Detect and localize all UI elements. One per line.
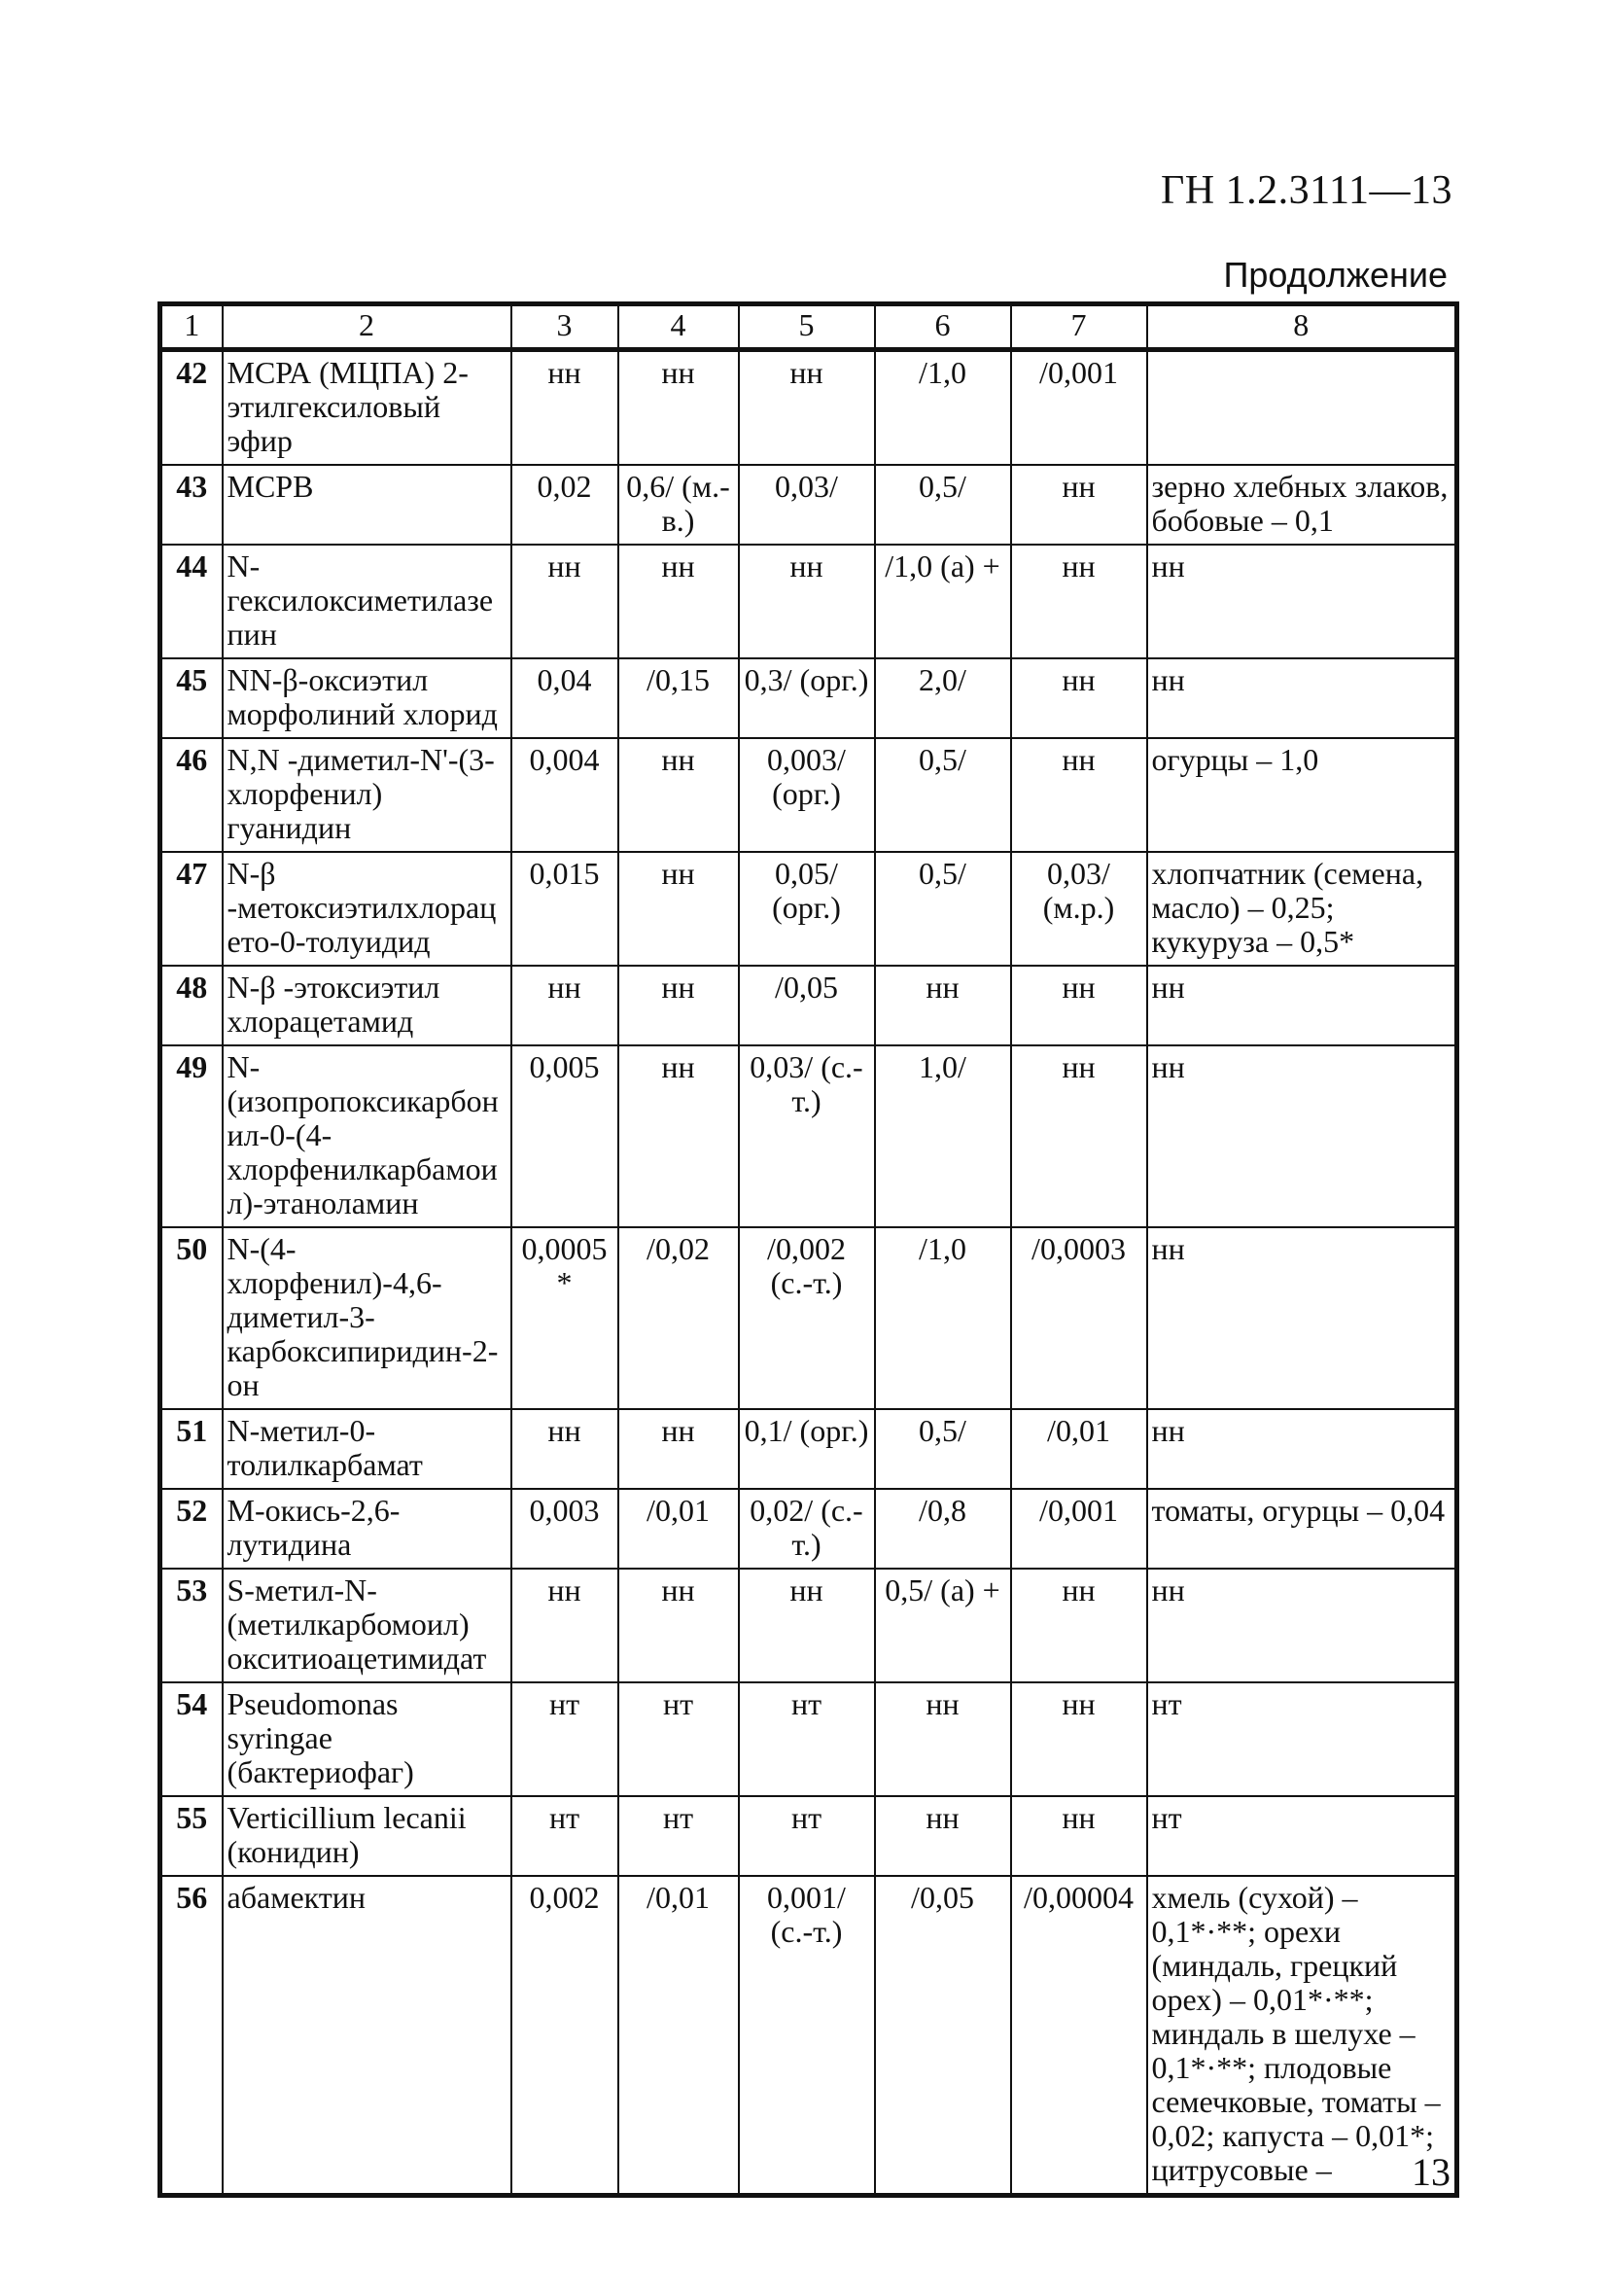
value-col5: /0,05 (739, 966, 875, 1045)
substance-name: N-гексилоксиметилазепин (223, 545, 511, 658)
row-number: 46 (160, 738, 223, 852)
value-col7: нн (1011, 738, 1147, 852)
value-col4: /0,01 (618, 1489, 739, 1569)
table-row (160, 1682, 1457, 1796)
value-col4: 0,6/ (м.-в.) (618, 465, 739, 545)
column-header: 3 (511, 304, 618, 350)
table-header (160, 304, 1457, 350)
note-col8 (1147, 350, 1457, 466)
column-header: 7 (1011, 304, 1147, 350)
value-col7: /0,0003 (1011, 1227, 1147, 1409)
note-col8: огурцы – 1,0 (1147, 738, 1457, 852)
value-col5: /0,002 (с.-т.) (739, 1227, 875, 1409)
value-col4: нн (618, 1409, 739, 1489)
continuation-label: Продолжение (1223, 255, 1448, 295)
value-col5: 0,3/ (орг.) (739, 658, 875, 738)
value-col6: 1,0/ (875, 1045, 1011, 1227)
value-col5: нт (739, 1796, 875, 1876)
substance-name: N-метил-0-толилкарбамат (223, 1409, 511, 1489)
value-col6: нн (875, 1796, 1011, 1876)
row-number: 55 (160, 1796, 223, 1876)
value-col3: нн (511, 350, 618, 466)
value-col3: 0,02 (511, 465, 618, 545)
value-col6: /1,0 (875, 350, 1011, 466)
value-col6: 0,5/ (а) + (875, 1569, 1011, 1682)
note-col8: нн (1147, 545, 1457, 658)
value-col3: 0,04 (511, 658, 618, 738)
note-col8: томаты, огурцы – 0,04 (1147, 1489, 1457, 1569)
value-col6: 2,0/ (875, 658, 1011, 738)
note-col8: нн (1147, 1409, 1457, 1489)
table-row (160, 1227, 1457, 1409)
column-header: 2 (223, 304, 511, 350)
value-col6: 0,5/ (875, 738, 1011, 852)
value-col3: 0,002 (511, 1876, 618, 2196)
note-col8: хмель (сухой) – 0,1*·**; орехи (миндаль, грецкий орех) – 0,01*·**; миндаль в шелухе – 0,1*·**; плодовые семечковые, томаты – 0,02; капуста – 0,01*; цитрусовые – (1147, 1876, 1457, 2196)
substance-name: абамектин (223, 1876, 511, 2196)
note-col8: хлопчатник (семена, масло) – 0,25; кукуруза – 0,5* (1147, 852, 1457, 966)
row-number: 56 (160, 1876, 223, 2196)
table-row (160, 1409, 1457, 1489)
value-col6: 0,5/ (875, 852, 1011, 966)
value-col4: нт (618, 1682, 739, 1796)
value-col7: /0,00004 (1011, 1876, 1147, 2196)
value-col3: 0,003 (511, 1489, 618, 1569)
value-col5: 0,03/ (с.-т.) (739, 1045, 875, 1227)
table-body (160, 350, 1457, 2196)
value-col7: /0,01 (1011, 1409, 1147, 1489)
note-col8: нт (1147, 1796, 1457, 1876)
value-col7: нн (1011, 1796, 1147, 1876)
value-col7: 0,03/ (м.р.) (1011, 852, 1147, 966)
value-col5: 0,05/ (орг.) (739, 852, 875, 966)
substance-name: МСРВ (223, 465, 511, 545)
value-col6: /1,0 (875, 1227, 1011, 1409)
value-col4: нн (618, 350, 739, 466)
table-row (160, 738, 1457, 852)
row-number: 48 (160, 966, 223, 1045)
value-col5: 0,003/ (орг.) (739, 738, 875, 852)
row-number: 47 (160, 852, 223, 966)
value-col4: /0,02 (618, 1227, 739, 1409)
substance-name: S-метил-N-(метилкарбомоил) окситиоацетимидат (223, 1569, 511, 1682)
value-col7: /0,001 (1011, 350, 1147, 466)
value-col7: нн (1011, 545, 1147, 658)
value-col3: 0,005 (511, 1045, 618, 1227)
substance-name: МСРА (МЦПА) 2-этилгексиловый эфир (223, 350, 511, 466)
value-col5: нн (739, 545, 875, 658)
value-col6: 0,5/ (875, 465, 1011, 545)
row-number: 43 (160, 465, 223, 545)
table-row (160, 350, 1457, 466)
substance-name: Pseudomonas syringae (бактериофаг) (223, 1682, 511, 1796)
row-number: 49 (160, 1045, 223, 1227)
hygiene-standards-table (157, 301, 1459, 2198)
document-code: ГН 1.2.3111—13 (1161, 168, 1452, 213)
value-col4: нн (618, 1569, 739, 1682)
table-row (160, 1489, 1457, 1569)
row-number: 45 (160, 658, 223, 738)
page-number: 13 (1412, 2150, 1451, 2194)
value-col3: нт (511, 1682, 618, 1796)
note-col8: нн (1147, 966, 1457, 1045)
substance-name: N,N -диметил-N'-(3-хлорфенил) гуанидин (223, 738, 511, 852)
value-col4: нн (618, 852, 739, 966)
value-col3: нт (511, 1796, 618, 1876)
value-col3: нн (511, 1569, 618, 1682)
column-header: 5 (739, 304, 875, 350)
row-number: 50 (160, 1227, 223, 1409)
table-row (160, 1796, 1457, 1876)
value-col6: нн (875, 1682, 1011, 1796)
value-col7: нн (1011, 1682, 1147, 1796)
column-header: 6 (875, 304, 1011, 350)
value-col7: нн (1011, 1045, 1147, 1227)
substance-name: N-(изопропоксикарбонил-0-(4-хлорфенилкарбамоил)-этаноламин (223, 1045, 511, 1227)
note-col8: нн (1147, 658, 1457, 738)
value-col4: /0,01 (618, 1876, 739, 2196)
value-col6: /0,8 (875, 1489, 1011, 1569)
row-number: 54 (160, 1682, 223, 1796)
row-number: 51 (160, 1409, 223, 1489)
row-number: 53 (160, 1569, 223, 1682)
substance-name: Verticillium lecanii (конидин) (223, 1796, 511, 1876)
substance-name: N-(4-хлорфенил)-4,6-диметил-3-карбоксипиридин-2-он (223, 1227, 511, 1409)
value-col5: нт (739, 1682, 875, 1796)
value-col4: нн (618, 738, 739, 852)
value-col6: 0,5/ (875, 1409, 1011, 1489)
table-row (160, 465, 1457, 545)
value-col5: 0,02/ (с.-т.) (739, 1489, 875, 1569)
value-col6: нн (875, 966, 1011, 1045)
note-col8: нн (1147, 1045, 1457, 1227)
value-col6: /1,0 (а) + (875, 545, 1011, 658)
value-col3: 0,004 (511, 738, 618, 852)
value-col3: нн (511, 545, 618, 658)
value-col6: /0,05 (875, 1876, 1011, 2196)
table-row (160, 1876, 1457, 2196)
value-col3: 0,0005* (511, 1227, 618, 1409)
value-col4: нт (618, 1796, 739, 1876)
note-col8: нт (1147, 1682, 1457, 1796)
value-col7: нн (1011, 465, 1147, 545)
table-row (160, 966, 1457, 1045)
row-number: 42 (160, 350, 223, 466)
value-col5: 0,1/ (орг.) (739, 1409, 875, 1489)
table-row (160, 852, 1457, 966)
value-col7: нн (1011, 966, 1147, 1045)
value-col4: нн (618, 1045, 739, 1227)
substance-name: NN-β-оксиэтил морфолиний хлорид (223, 658, 511, 738)
value-col4: /0,15 (618, 658, 739, 738)
value-col3: 0,015 (511, 852, 618, 966)
note-col8: зерно хлебных злаков, бобовые – 0,1 (1147, 465, 1457, 545)
value-col7: нн (1011, 1569, 1147, 1682)
value-col5: нн (739, 1569, 875, 1682)
note-col8: нн (1147, 1569, 1457, 1682)
table-row (160, 1569, 1457, 1682)
value-col4: нн (618, 545, 739, 658)
substance-name: N-β -метоксиэтилхлорацето-0-толуидид (223, 852, 511, 966)
row-number: 44 (160, 545, 223, 658)
table-row (160, 658, 1457, 738)
row-number: 52 (160, 1489, 223, 1569)
table-row (160, 545, 1457, 658)
column-header: 1 (160, 304, 223, 350)
value-col5: 0,03/ (739, 465, 875, 545)
column-header: 4 (618, 304, 739, 350)
substance-name: М-окись-2,6-лутидина (223, 1489, 511, 1569)
value-col3: нн (511, 966, 618, 1045)
value-col5: 0,001/ (с.-т.) (739, 1876, 875, 2196)
table-row (160, 1045, 1457, 1227)
note-col8: нн (1147, 1227, 1457, 1409)
value-col3: нн (511, 1409, 618, 1489)
value-col5: нн (739, 350, 875, 466)
value-col4: нн (618, 966, 739, 1045)
value-col7: нн (1011, 658, 1147, 738)
substance-name: N-β -этоксиэтил хлорацетамид (223, 966, 511, 1045)
value-col7: /0,001 (1011, 1489, 1147, 1569)
column-header: 8 (1147, 304, 1457, 350)
